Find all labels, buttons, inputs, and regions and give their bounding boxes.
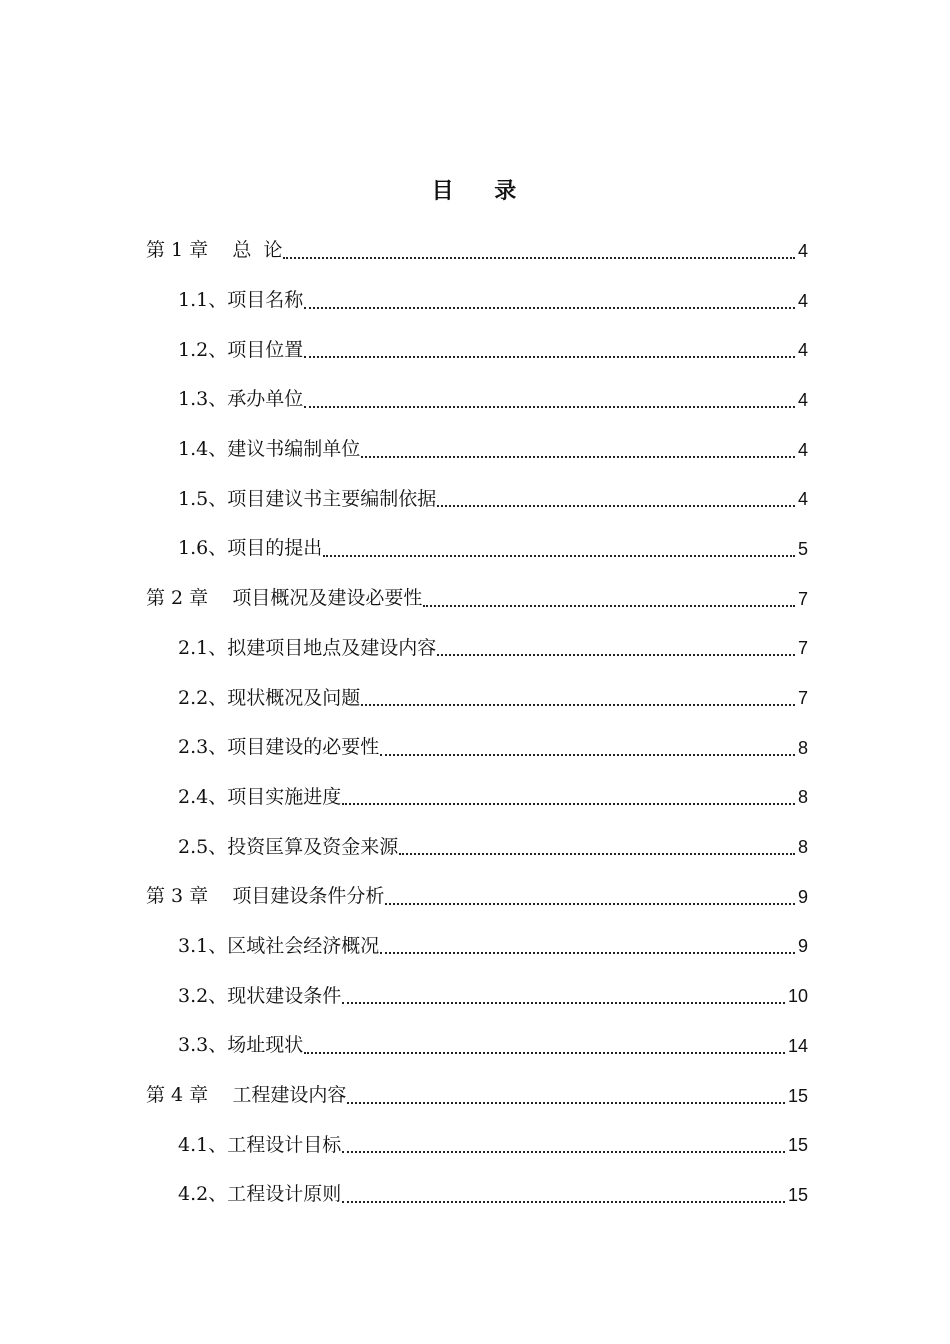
toc-chapter-entry[interactable] — [0, 872, 808, 922]
toc-dot-leader — [342, 1002, 785, 1004]
table-of-contents — [0, 226, 950, 1220]
toc-dot-leader — [361, 456, 795, 458]
toc-dot-leader — [437, 505, 795, 507]
toc-entry-text: 1.2、项目位置 — [178, 338, 304, 361]
toc-section-entry[interactable] — [0, 822, 808, 872]
toc-page-number: 4 — [797, 439, 808, 460]
toc-section-entry[interactable] — [0, 425, 808, 475]
toc-dot-leader — [283, 257, 795, 259]
toc-entry-text: 2.4、项目实施进度 — [178, 785, 342, 808]
toc-dot-leader — [342, 1201, 785, 1203]
toc-dot-leader — [380, 952, 795, 954]
toc-page-number: 8 — [797, 737, 808, 758]
toc-page-number: 4 — [797, 389, 808, 410]
toc-page-number: 4 — [797, 290, 808, 311]
toc-dot-leader — [385, 903, 795, 905]
toc-section-entry[interactable] — [0, 922, 808, 972]
toc-chapter-entry[interactable] — [0, 1071, 808, 1121]
toc-dot-leader — [437, 654, 795, 656]
toc-section-entry[interactable] — [0, 624, 808, 674]
toc-section-entry[interactable] — [0, 524, 808, 574]
toc-entry-text: 2.2、现状概况及问题 — [178, 686, 361, 709]
toc-page-number: 7 — [797, 588, 808, 609]
toc-dot-leader — [347, 1102, 785, 1104]
toc-section-entry[interactable] — [0, 276, 808, 326]
toc-entry-text: 第 1 章 总 论 — [146, 239, 283, 262]
toc-chapter-entry[interactable] — [0, 574, 808, 624]
toc-section-entry[interactable] — [0, 1170, 808, 1220]
toc-dot-leader — [399, 853, 795, 855]
toc-entry-text: 1.4、建议书编制单位 — [178, 438, 361, 461]
toc-page-number: 8 — [797, 837, 808, 858]
toc-entry-text: 1.6、项目的提出 — [178, 537, 323, 560]
toc-entry-text: 第 4 章 工程建设内容 — [146, 1084, 347, 1107]
toc-section-entry[interactable] — [0, 673, 808, 723]
toc-section-entry[interactable] — [0, 375, 808, 425]
toc-entry-text: 2.1、拟建项目地点及建设内容 — [178, 636, 437, 659]
toc-entry-text: 4.2、工程设计原则 — [178, 1183, 342, 1206]
toc-dot-leader — [423, 605, 795, 607]
toc-entry-text: 4.1、工程设计目标 — [178, 1133, 342, 1156]
toc-dot-leader — [342, 1151, 785, 1153]
toc-entry-text: 1.1、项目名称 — [178, 289, 304, 312]
toc-page-number: 15 — [787, 1085, 808, 1106]
toc-page-number: 8 — [797, 787, 808, 808]
toc-section-entry[interactable] — [0, 474, 808, 524]
toc-page-number: 14 — [787, 1035, 808, 1056]
toc-page-number: 7 — [797, 638, 808, 659]
toc-section-entry[interactable] — [0, 773, 808, 823]
toc-entry-text: 2.5、投资匡算及资金来源 — [178, 835, 399, 858]
toc-section-entry[interactable] — [0, 1021, 808, 1071]
toc-dot-leader — [342, 803, 795, 805]
toc-entry-text: 第 2 章 项目概况及建设必要性 — [146, 587, 423, 610]
toc-page-number: 9 — [797, 936, 808, 957]
toc-section-entry[interactable] — [0, 971, 808, 1021]
toc-entry-text: 3.1、区域社会经济概况 — [178, 934, 380, 957]
toc-entry-text: 第 3 章 项目建设条件分析 — [146, 885, 385, 908]
toc-section-entry[interactable] — [0, 723, 808, 773]
toc-dot-leader — [304, 356, 795, 358]
toc-page-number: 4 — [797, 489, 808, 510]
toc-dot-leader — [304, 307, 795, 309]
toc-section-entry[interactable] — [0, 325, 808, 375]
toc-page-number: 9 — [797, 886, 808, 907]
toc-entry-text: 1.5、项目建议书主要编制依据 — [178, 487, 437, 510]
toc-page-number: 15 — [787, 1184, 808, 1205]
toc-dot-leader — [304, 406, 795, 408]
toc-dot-leader — [380, 754, 795, 756]
toc-page-number: 4 — [797, 240, 808, 261]
toc-title: 目 录 — [431, 179, 519, 204]
toc-entry-text: 2.3、项目建设的必要性 — [178, 736, 380, 759]
toc-chapter-entry[interactable] — [0, 226, 808, 276]
toc-page-number: 7 — [797, 688, 808, 709]
toc-entry-text: 3.2、现状建设条件 — [178, 984, 342, 1007]
toc-section-entry[interactable] — [0, 1120, 808, 1170]
toc-page-number: 5 — [797, 538, 808, 559]
toc-entry-text: 1.3、承办单位 — [178, 388, 304, 411]
toc-dot-leader — [304, 1052, 785, 1054]
toc-entry-text: 3.3、场址现状 — [178, 1034, 304, 1057]
toc-dot-leader — [361, 704, 795, 706]
toc-page-number: 4 — [797, 340, 808, 361]
toc-page-number: 15 — [787, 1135, 808, 1156]
toc-dot-leader — [323, 555, 795, 557]
toc-page-number: 10 — [787, 986, 808, 1007]
